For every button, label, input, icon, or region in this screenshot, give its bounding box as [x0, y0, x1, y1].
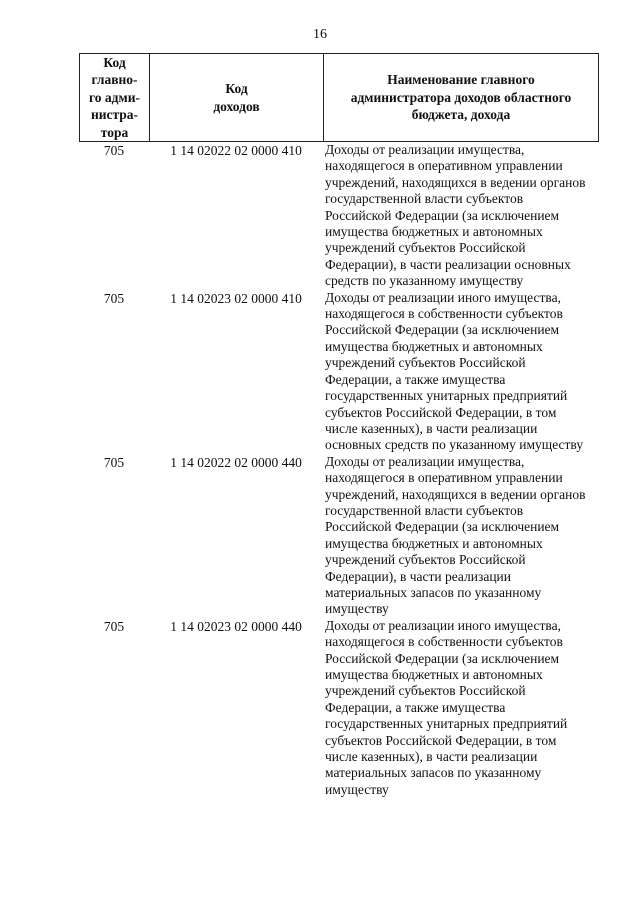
- income-code: 1 14 02023 02 0000 410: [170, 290, 302, 306]
- description-line: находящегося в оперативном управлении: [325, 470, 563, 486]
- description-line: государственных унитарных предприятий: [325, 716, 568, 732]
- table-row: [79, 618, 599, 798]
- income-description: [323, 618, 599, 798]
- description-line: Федерации), в части реализации основных: [325, 256, 571, 272]
- description-line: Доходы от реализации имущества,: [325, 142, 525, 157]
- description-line: учреждений субъектов Российской: [325, 240, 526, 256]
- description-line: Доходы от реализации иного имущества,: [325, 289, 561, 305]
- description-line: государственной власти субъектов: [325, 502, 524, 518]
- description-line: учреждений, находящихся в ведении органов: [325, 486, 586, 502]
- header-line: доходов: [213, 98, 260, 114]
- description-line: находящегося в оперативном управлении: [325, 158, 563, 174]
- income-description: [323, 454, 599, 618]
- header-line: нистра-: [90, 107, 139, 123]
- table-header: [79, 53, 599, 142]
- admin-code: 705: [103, 454, 125, 470]
- description-line: учреждений субъектов Российской: [325, 552, 526, 568]
- page-number: 16: [313, 27, 327, 42]
- description-line: Российской Федерации (за исключением: [325, 207, 560, 223]
- description-line: материальных запасов по указанному: [325, 584, 542, 600]
- description-line: имуществу: [325, 781, 389, 797]
- description-line: материальных запасов по указанному: [325, 765, 542, 781]
- description-line: учреждений субъектов Российской: [325, 683, 526, 699]
- description-line: находящегося в собственности субъектов: [325, 306, 563, 322]
- income-code: 1 14 02022 02 0000 410: [170, 143, 302, 158]
- header-line: тора: [100, 124, 129, 140]
- description-line: имущества бюджетных и автономных: [325, 224, 543, 240]
- description-line: субъектов Российской Федерации, в том: [325, 404, 557, 420]
- header-line: го адми-: [89, 89, 140, 105]
- description-line: имуществу: [325, 601, 389, 617]
- description-line: государственной власти субъектов: [325, 191, 524, 207]
- header-income-code: [150, 54, 324, 141]
- header-line: главно-: [91, 72, 138, 88]
- admin-code: 705: [103, 143, 125, 158]
- description-line: числе казенных), в части реализации: [325, 420, 538, 436]
- table-row: [79, 290, 599, 454]
- description-line: Российской Федерации (за исключением: [325, 519, 560, 535]
- description-line: субъектов Российской Федерации, в том: [325, 732, 557, 748]
- description-line: Федерации), в части реализации: [325, 568, 512, 584]
- description-line: учреждений, находящихся в ведении органов: [325, 174, 586, 190]
- description-line: Доходы от реализации имущества,: [325, 453, 525, 469]
- header-line: бюджета, дохода: [411, 107, 511, 123]
- header-line: Наименование главного: [387, 72, 535, 88]
- header-line: Код: [225, 81, 248, 96]
- income-description: [323, 142, 599, 290]
- description-line: Федерации, а также имущества: [325, 371, 506, 387]
- description-line: находящегося в собственности субъектов: [325, 634, 563, 650]
- description-line: учреждений субъектов Российской: [325, 355, 526, 371]
- admin-code: 705: [103, 290, 125, 306]
- income-code: 1 14 02023 02 0000 440: [170, 618, 302, 634]
- header-line: администратора доходов областного: [350, 89, 572, 105]
- description-line: средств по указанному имуществу: [325, 273, 524, 289]
- description-line: имущества бюджетных и автономных: [325, 535, 543, 551]
- description-line: Российской Федерации (за исключением: [325, 322, 560, 338]
- description-line: числе казенных), в части реализации: [325, 749, 538, 765]
- description-line: Российской Федерации (за исключением: [325, 650, 560, 666]
- description-line: Федерации, а также имущества: [325, 699, 506, 715]
- description-line: государственных унитарных предприятий: [325, 388, 568, 404]
- income-description: [323, 290, 599, 454]
- table-row: [79, 454, 599, 618]
- description-line: основных средств по указанному имуществу: [325, 437, 584, 453]
- header-line: Код: [103, 54, 126, 70]
- table-row: [79, 142, 599, 290]
- header-name: [324, 54, 598, 141]
- table-body: [79, 142, 599, 798]
- description-line: имущества бюджетных и автономных: [325, 338, 543, 354]
- description-line: имущества бюджетных и автономных: [325, 667, 543, 682]
- income-code: 1 14 02022 02 0000 440: [170, 454, 302, 470]
- admin-code: 705: [103, 618, 125, 634]
- description-line: Доходы от реализации иного имущества,: [325, 617, 561, 633]
- header-admin-code: [80, 54, 150, 141]
